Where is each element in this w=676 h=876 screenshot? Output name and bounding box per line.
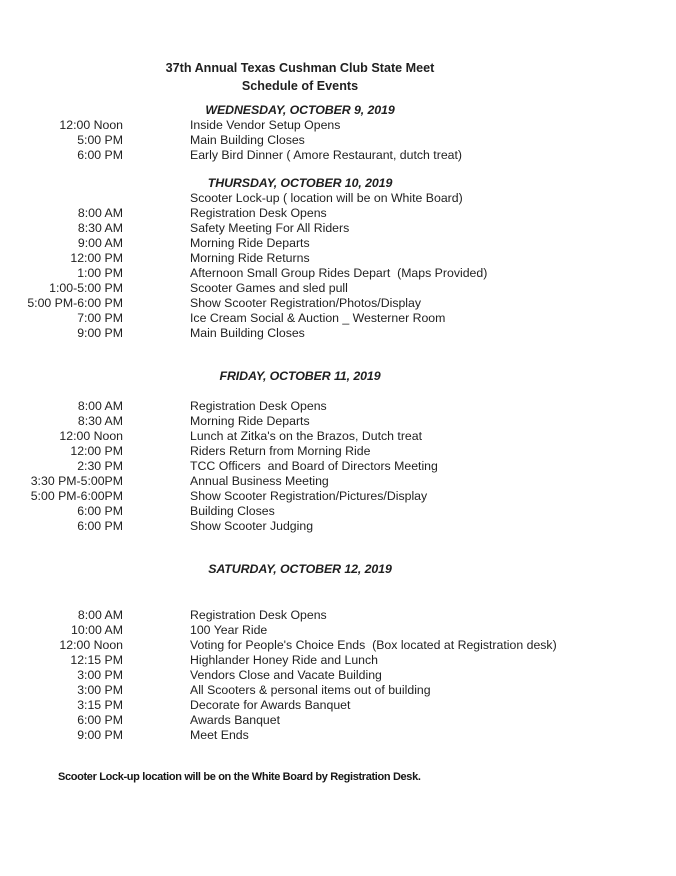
event-time: 8:00 AM: [77, 608, 123, 622]
event-time: 9:00 AM: [77, 236, 123, 250]
event-time: 5:00 PM: [77, 133, 123, 147]
event-row: [0, 653, 600, 668]
event-row: [0, 429, 600, 444]
event-row: [0, 608, 600, 623]
event-description: 100 Year Ride: [190, 623, 268, 637]
event-row: [0, 474, 600, 489]
day-header: FRIDAY, OCTOBER 11, 2019: [219, 369, 381, 383]
event-row: [0, 698, 600, 713]
event-description: Registration Desk Opens: [190, 608, 327, 622]
event-description: Show Scooter Judging: [190, 519, 314, 533]
footer-note: Scooter Lock-up location will be on the White Board by Registration Desk.: [58, 771, 421, 783]
event-time: 1:00 PM: [77, 266, 123, 280]
event-row: [0, 221, 600, 236]
event-description: Building Closes: [190, 504, 275, 518]
event-time: 10:00 AM: [71, 623, 123, 637]
event-time: 12:00 PM: [70, 444, 123, 458]
schedule-section: [0, 562, 600, 743]
event-row: [0, 683, 600, 698]
event-row: [0, 296, 600, 311]
document-title-line2: Schedule of Events: [241, 79, 359, 93]
event-row: [0, 399, 600, 414]
event-row: [0, 623, 600, 638]
event-row: [0, 459, 600, 474]
event-time: 1:00-5:00 PM: [49, 281, 123, 295]
event-description: Decorate for Awards Banquet: [190, 698, 351, 712]
event-time: 5:00 PM-6:00PM: [30, 489, 123, 503]
event-description: Show Scooter Registration/Pictures/Display: [190, 489, 428, 503]
event-row: [0, 251, 600, 266]
event-row: [0, 489, 600, 504]
event-time: 8:00 AM: [77, 399, 123, 413]
event-description: Vendors Close and Vacate Building: [190, 668, 382, 682]
event-time: 8:00 AM: [77, 206, 123, 220]
event-description: All Scooters & personal items out of building: [190, 683, 431, 697]
event-time: 12:00 Noon: [59, 429, 123, 443]
event-time: 6:00 PM: [77, 519, 123, 533]
event-time: [0, 191, 123, 206]
event-description: Afternoon Small Group Rides Depart (Maps Provided): [190, 266, 488, 280]
event-description: Early Bird Dinner ( Amore Restaurant, dutch treat): [190, 148, 463, 162]
event-time: 6:00 PM: [77, 148, 123, 162]
event-row: [0, 728, 600, 743]
event-time: 12:00 Noon: [59, 118, 123, 132]
event-description: Highlander Honey Ride and Lunch: [190, 653, 378, 667]
section-rows: [0, 191, 600, 341]
schedule-section: [0, 103, 600, 163]
event-time: 9:00 PM: [77, 326, 123, 340]
schedule-section: [0, 176, 600, 341]
event-row: [0, 148, 600, 163]
event-description: TCC Officers and Board of Directors Meeting: [190, 459, 438, 473]
event-time: 12:15 PM: [70, 653, 123, 667]
event-time: 12:00 PM: [70, 251, 123, 265]
event-description: Meet Ends: [190, 728, 249, 742]
event-row: [0, 444, 600, 459]
event-time: 6:00 PM: [77, 504, 123, 518]
event-description: Morning Ride Returns: [190, 251, 310, 265]
event-time: 3:15 PM: [77, 698, 123, 712]
event-row: [0, 311, 600, 326]
event-time: 8:30 AM: [77, 414, 123, 428]
event-description: Registration Desk Opens: [190, 399, 327, 413]
event-row: [0, 668, 600, 683]
event-row: [0, 326, 600, 341]
event-row: [0, 206, 600, 221]
event-description: Scooter Games and sled pull: [190, 281, 348, 295]
event-description: Inside Vendor Setup Opens: [190, 118, 341, 132]
section-rows: [0, 608, 600, 743]
event-description: Safety Meeting For All Riders: [190, 221, 350, 235]
event-time: 3:00 PM: [77, 683, 123, 697]
event-description: Annual Business Meeting: [190, 474, 329, 488]
event-description: Show Scooter Registration/Photos/Display: [190, 296, 422, 310]
event-row: [0, 191, 600, 206]
event-row: [0, 236, 600, 251]
event-description: Morning Ride Departs: [190, 414, 310, 428]
day-header: WEDNESDAY, OCTOBER 9, 2019: [205, 103, 395, 117]
day-header: THURSDAY, OCTOBER 10, 2019: [207, 176, 393, 190]
event-description: Riders Return from Morning Ride: [190, 444, 371, 458]
event-row: [0, 414, 600, 429]
document-title-line1: 37th Annual Texas Cushman Club State Meet: [165, 61, 435, 75]
section-rows: [0, 399, 600, 534]
event-time: 5:00 PM-6:00 PM: [27, 296, 123, 310]
event-row: [0, 118, 600, 133]
event-time: 6:00 PM: [77, 713, 123, 727]
event-time: 9:00 PM: [77, 728, 123, 742]
schedule-sections: [0, 103, 600, 743]
event-row: [0, 638, 600, 653]
event-time: 8:30 AM: [77, 221, 123, 235]
event-description: Lunch at Zitka's on the Brazos, Dutch treat: [190, 429, 423, 443]
section-rows: [0, 118, 600, 163]
event-time: 12:00 Noon: [59, 638, 123, 652]
event-row: [0, 133, 600, 148]
event-row: [0, 266, 600, 281]
event-row: [0, 504, 600, 519]
event-description: Main Building Closes: [190, 326, 305, 340]
event-description: Voting for People's Choice Ends (Box located at Registration desk): [190, 638, 557, 652]
event-row: [0, 281, 600, 296]
event-row: [0, 713, 600, 728]
schedule-section: [0, 369, 600, 534]
event-description: Morning Ride Departs: [190, 236, 310, 250]
event-description: Main Building Closes: [190, 133, 305, 147]
document-title: [0, 59, 600, 95]
event-time: 7:00 PM: [77, 311, 123, 325]
event-time: 2:30 PM: [77, 459, 123, 473]
event-time: 3:30 PM-5:00PM: [30, 474, 123, 488]
event-description: Awards Banquet: [190, 713, 281, 727]
day-header: SATURDAY, OCTOBER 12, 2019: [208, 562, 392, 576]
event-description: Registration Desk Opens: [190, 206, 327, 220]
event-description: Scooter Lock-up ( location will be on White Board): [190, 191, 463, 205]
event-time: 3:00 PM: [77, 668, 123, 682]
event-description: Ice Cream Social & Auction _ Westerner Room: [190, 311, 446, 325]
event-row: [0, 519, 600, 534]
